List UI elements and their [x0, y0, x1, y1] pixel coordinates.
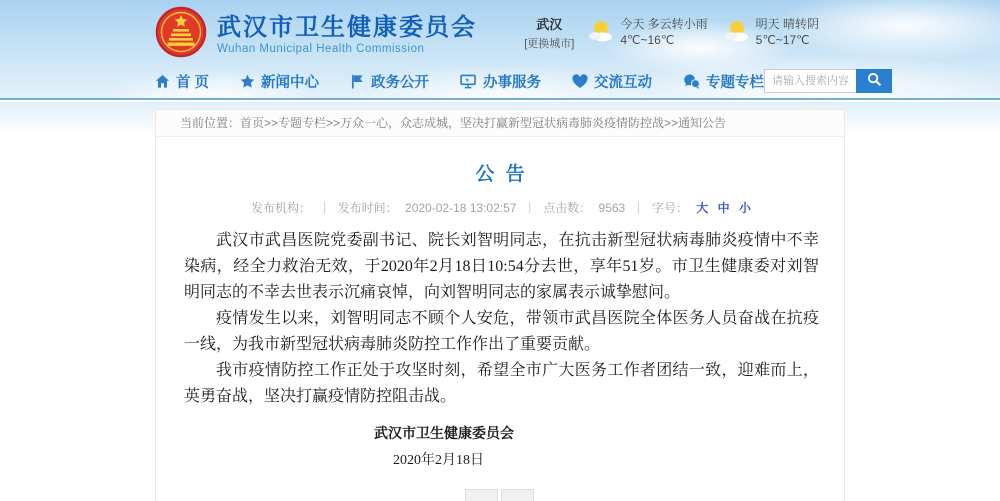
site-logo[interactable]: [155, 6, 477, 58]
paragraph: 武汉市武昌医院党委副书记、院长刘智明同志，在抗击新型冠状病毒肺炎疫情中不幸染病，经全力救治无效，于2020年2月18日10:54分去世，享年51岁。市卫生健康委对刘智明同志的不幸去世表示沉痛哀悼，向刘智明同志的家属表示诚挚慰问。: [184, 232, 819, 301]
announcement-article: [156, 137, 844, 474]
meta-clicks-label: 点击数：: [543, 201, 592, 215]
weather-tomorrow-label: 明天 晴转阴: [755, 17, 819, 31]
heart-icon: [572, 74, 588, 89]
site-header: [0, 0, 1000, 100]
page-title: 公 告: [475, 164, 528, 185]
print-button[interactable]: [465, 489, 498, 501]
article-body: [184, 228, 819, 410]
meta-clicks-value: 9563: [598, 201, 626, 215]
star-icon: [240, 74, 255, 89]
nav-item-label: 新闻中心: [261, 74, 320, 91]
signature-date: 2020年2月18日: [393, 453, 484, 468]
meta-time-value: 2020-02-18 13:02:57: [405, 201, 517, 215]
nav-item-gov-info[interactable]: [350, 71, 429, 92]
nav-item-home[interactable]: [155, 71, 209, 92]
nav-item-interaction[interactable]: [572, 71, 652, 92]
nav-item-label: 政务公开: [371, 74, 430, 91]
weather-widget: [524, 14, 819, 51]
weather-today-label: 今天 多云转小雨: [620, 17, 708, 31]
nav-item-label: 首 页: [176, 74, 210, 91]
meta-separator: ｜: [523, 201, 536, 215]
chat-bubbles-icon: [683, 74, 700, 89]
search-icon: [867, 72, 882, 90]
nav-item-label: 交流互动: [594, 74, 653, 91]
meta-separator: ｜: [632, 201, 645, 215]
fontsize-medium-button[interactable]: 中: [717, 201, 730, 215]
signature-block: [184, 422, 819, 474]
nav-item-label: 办事服务: [483, 74, 542, 91]
meta-agency-label: 发布机构：: [250, 201, 311, 215]
meta-fontsize-label: 字号：: [651, 201, 688, 215]
flag-icon: [350, 74, 365, 89]
search-box: [764, 69, 892, 93]
nav-item-special-topics[interactable]: [683, 71, 764, 92]
fontsize-large-button[interactable]: 大: [696, 201, 709, 215]
site-title-english: Wuhan Municipal Health Commission: [217, 43, 425, 55]
close-button[interactable]: [501, 489, 534, 501]
home-icon: [155, 74, 170, 89]
site-title: 武汉市卫生健康委员会: [217, 14, 477, 41]
change-city-link[interactable]: [更换城市]: [524, 37, 575, 50]
paragraph: 疫情发生以来，刘智明同志不顾个人安危，带领市武昌医院全体医务人员奋战在抗疫一线，为我市新型冠状病毒肺炎防控工作作出了重要贡献。: [184, 310, 819, 353]
nav-item-news[interactable]: [240, 71, 319, 92]
signature-org: 武汉市卫生健康委员会: [374, 427, 514, 442]
weather-city: 武汉: [536, 16, 563, 32]
search-button[interactable]: [856, 69, 892, 93]
breadcrumb[interactable]: 当前位置：首页>>专题专栏>>万众一心，众志成城，坚决打赢新型冠状病毒肺炎疫情防控战>>通知公告: [156, 110, 844, 137]
main-nav: [155, 64, 845, 98]
national-emblem-icon: [155, 6, 207, 58]
meta-time-label: 发布时间：: [337, 201, 398, 215]
weather-tomorrow-temp: 5℃~17℃: [755, 33, 810, 47]
search-input[interactable]: [764, 69, 856, 93]
meta-separator: ｜: [318, 201, 331, 215]
sun-cloud-icon: [588, 19, 614, 46]
article-meta: [184, 201, 819, 215]
monitor-icon: [460, 74, 477, 89]
nav-item-services[interactable]: [460, 71, 541, 92]
paragraph: 我市疫情防控工作正处于攻坚时刻，希望全市广大医务工作者团结一致，迎难而上，英勇奋战，坚决打赢疫情防控阻击战。: [184, 362, 819, 405]
content-container: [155, 109, 845, 501]
sun-cloud-icon: [724, 19, 750, 46]
fontsize-small-button[interactable]: 小: [739, 201, 752, 215]
weather-today-temp: 4℃~16℃: [620, 33, 675, 47]
nav-item-label: 专题专栏: [706, 74, 765, 91]
